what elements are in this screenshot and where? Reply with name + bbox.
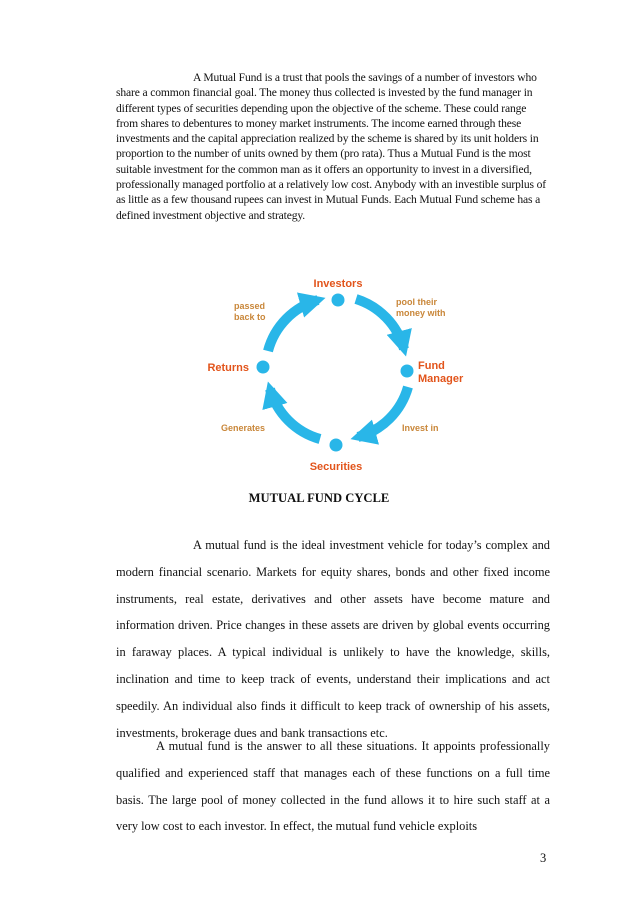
ideal-vehicle-paragraph xyxy=(116,532,550,746)
arrow-securities-to-returns xyxy=(270,389,320,439)
node-label-securities: Securities xyxy=(309,461,363,473)
mutual-fund-cycle-diagram xyxy=(196,265,486,477)
arrow-returns-to-investors xyxy=(268,300,318,351)
edge-label-invest: Invest in xyxy=(402,423,439,433)
answer-paragraph-text: A mutual fund is the answer to all these situations. It appoints professionally qualified and experienced staff that manages each of these functions on a full time basis. The large pool of money collected in the fund allows it to hire such staff at a very low cost to each investor. In effect, the mutual fund vehicle exploits xyxy=(116,739,550,834)
page-number: 3 xyxy=(540,851,547,865)
node-label-returns: Returns xyxy=(207,362,249,374)
diagram-caption: MUTUAL FUND CYCLE xyxy=(248,491,390,505)
edge-label-passed-line2: back to xyxy=(234,312,266,322)
node-dot-securities xyxy=(330,439,343,452)
node-label-manager: Manager xyxy=(418,373,464,385)
ideal-vehicle-paragraph-text: A mutual fund is the ideal investment vehicle for today’s complex and modern financial scenario. Markets for equity shares, bonds and other fixed income instruments, real estate, derivatives and other assets have become mature and information driven. Price changes in these assets are driven by global events occurring in faraway places. A typical individual is unlikely to have the knowledge, skills, inclination and time to keep track of events, understand their implications and act speedily. An individual also finds it difficult to keep track of ownership of his assets, investments, brokerage dues and bank transactions etc. xyxy=(116,538,550,740)
edge-label-passed-line1: passed xyxy=(234,301,266,311)
node-dot-returns xyxy=(257,361,270,374)
arrow-fund-manager-to-securities xyxy=(358,387,408,437)
node-label-fund: Fund xyxy=(418,360,445,372)
node-dot-fund-manager xyxy=(401,365,414,378)
answer-paragraph xyxy=(116,733,550,840)
node-dot-investors xyxy=(332,294,345,307)
edge-label-pool-line1: pool their xyxy=(396,297,437,307)
node-label-investors: Investors xyxy=(313,278,363,290)
intro-paragraph xyxy=(116,70,550,223)
edge-label-generates: Generates xyxy=(221,423,266,433)
edge-label-pool-line2: money with xyxy=(396,308,446,318)
intro-paragraph-text: A Mutual Fund is a trust that pools the savings of a number of investors who share a common financial goal. The money thus collected is invested by the fund manager in different types of securities depending upon the objective of the scheme. These could range from shares to debentures to money market instruments. The income earned through these investments and the capital appreciation realized by the scheme is shared by its unit holders in proportion to the number of units owned by them (pro rata). Thus a Mutual Fund is the most suitable investment for the common man as it offers an opportunity to invest in a diversified, professionally managed portfolio at a relatively low cost. Anybody with an investible surplus of as little as a few thousand rupees can invest in Mutual Funds. Each Mutual Fund scheme has a defined investment objective and strategy. xyxy=(116,71,546,222)
